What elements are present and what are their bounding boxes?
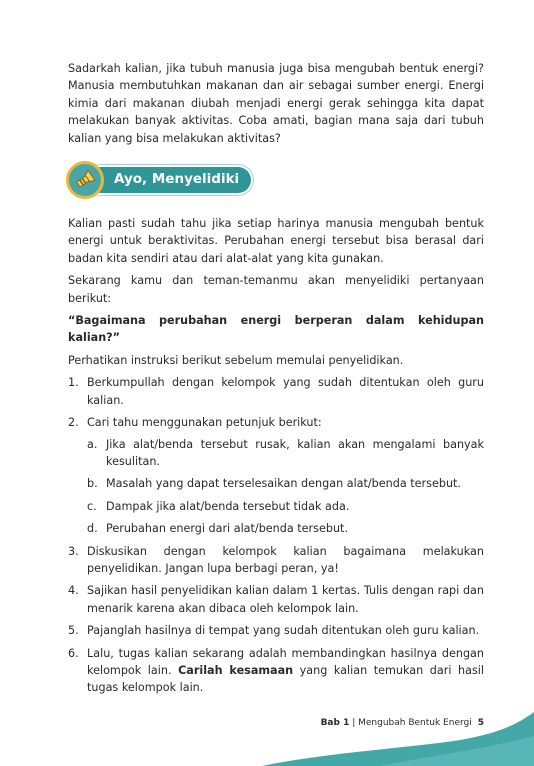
intro-paragraph: Sadarkah kalian, jika tubuh manusia juga bisa mengubah bentuk energi? Manusia membutuhkan makanan dan air sebagai sumber energi. Energi kimia dari makanan diubah menjadi energi gerak sehingga kita dapat melakukan banyak aktivitas. Coba amati, bagian mana saja dari tubuh kalian yang bisa melakukan aktivitas? [68,62,484,145]
emphasis-text: Carilah kesamaan [178,663,294,677]
list-item: 6. Lalu, tugas kalian sekarang adalah membandingkan hasilnya dengan kelompok lain. Carilah kesamaan yang kalian temukan dari hasil tugas kelompok lain. [68,646,484,695]
page-footer [321,718,484,728]
sub-list [87,436,484,538]
instruction-intro: Perhatikan instruksi berikut sebelum memulai penyelidikan. [68,353,404,367]
section-banner [66,161,484,203]
sub-list-item: d. Perubahan energi dari alat/benda tersebut. [87,522,348,536]
chapter-label: Bab 1 [320,718,350,728]
list-item: 4. Sajikan hasil penyelidikan kalian dalam 1 kertas. Tulis dengan rapi dan menarik karena akan dibaca oleh kelompok lain. [68,584,484,615]
flashlight-icon [66,161,104,199]
instruction-list [68,374,484,697]
section-title-pill [88,167,251,193]
page-number: 5 [477,718,484,728]
page-content [68,60,484,702]
list-item: 5. Pajanglah hasilnya di tempat yang sudah ditentukan oleh guru kalian. [68,624,480,638]
list-item: 1. Berkumpullah dengan kelompok yang sudah ditentukan oleh guru kalian. [68,376,484,407]
sub-list-item: b. Masalah yang dapat terselesaikan dengan alat/benda tersebut. [87,477,461,491]
sub-list-item: c. Dampak jika alat/benda tersebut tidak ada. [87,499,350,513]
footer-separator: | [349,718,359,728]
paragraph-2: Sekarang kamu dan teman-temanmu akan menyelidiki pertanyaan berikut: [68,274,484,305]
paragraph-1: Kalian pasti sudah tahu jika setiap harinya manusia mengubah bentuk energi untuk beraktivitas. Perubahan energi tersebut bisa berasal dari badan kita sendiri atau dari alat-alat yang kita gunakan. [68,217,484,265]
section-title: Ayo, Menyelidiki [114,171,240,188]
investigation-question: “Bagaimana perubahan energi berperan dalam kehidupan kalian?” [68,314,484,345]
sub-list-item: a. Jika alat/benda tersebut rusak, kalian akan mengalami banyak kesulitan. [87,437,484,468]
list-item: 3. Diskusikan dengan kelompok kalian bagaimana melakukan penyelidikan. Jangan lupa berbagi peran, ya! [68,544,484,575]
chapter-title: Mengubah Bentuk Energi [358,718,472,728]
list-item: 2. Cari tahu menggunakan petunjuk berikut: a. Jika alat/benda tersebut rusak, kalian akan mengalami banyak kesulitan. b. Masalah yang dapat terselesaikan dengan alat/benda tersebut. c. Dampak jika alat/benda tersebut tidak ada. d. Perubahan energi dari alat/benda tersebut. [68,414,484,537]
